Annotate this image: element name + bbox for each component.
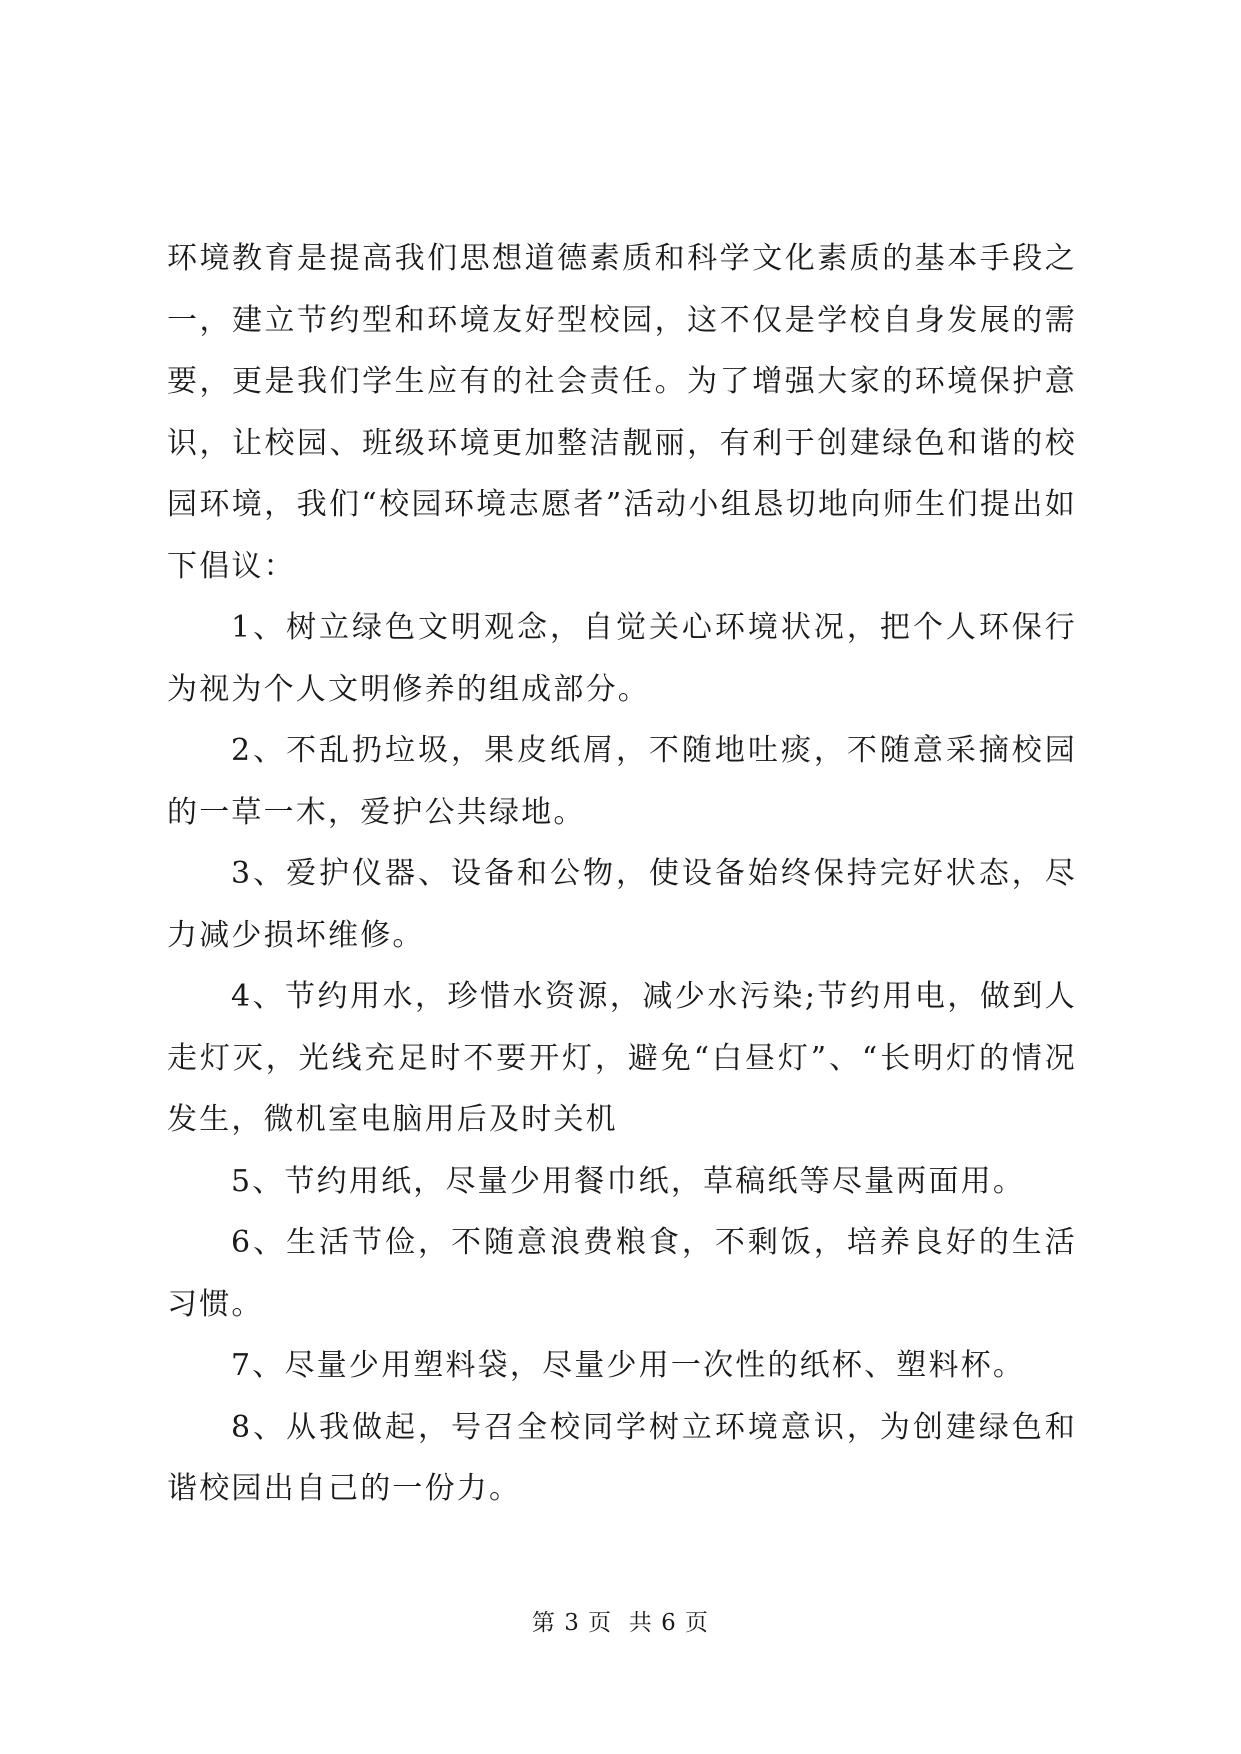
proposal-item-2: 2、不乱扔垃圾，果皮纸屑，不随地吐痰，不随意采摘校园的一草一木，爱护公共绿地。 [167,733,1077,830]
proposal-item-4: 4、节约用水，珍惜水资源，减少水污染;节约用电，做到人走灯灭，光线充足时不要开灯，避免“白昼灯”、“长明灯的情况发生，微机室电脑用后及时关机 [167,979,1077,1137]
document-body [167,228,1077,1520]
proposal-item-7: 7、尽量少用塑料袋，尽量少用一次性的纸杯、塑料杯。 [231,1348,1026,1383]
proposal-item-1: 1、树立绿色文明观念，自觉关心环境状况，把个人环保行为视为个人文明修养的组成部分。 [167,610,1077,707]
intro-paragraph: 环境教育是提高我们思想道德素质和科学文化素质的基本手段之一，建立节约型和环境友好型校园，这不仅是学校自身发展的需要，更是我们学生应有的社会责任。为了增强大家的环境保护意识，让校园、班级环境更加整洁靓丽，有利于创建绿色和谐的校园环境，我们“校园环境志愿者”活动小组恳切地向师生们提出如下倡议： [167,241,1077,584]
page-number: 第 3 页 共 6 页 [531,1610,710,1636]
proposal-item-5: 5、节约用纸，尽量少用餐巾纸，草稿纸等尽量两面用。 [231,1163,1026,1199]
proposal-item-6: 6、生活节俭，不随意浪费粮食，不剩饭，培养良好的生活习惯。 [167,1225,1077,1322]
proposal-item-8: 8、从我做起，号召全校同学树立环境意识，为创建绿色和谐校园出自己的一份力。 [167,1409,1077,1506]
page-footer [0,1604,1241,1637]
proposal-item-3: 3、爱护仪器、设备和公物，使设备始终保持完好状态，尽力减少损坏维修。 [167,856,1077,953]
